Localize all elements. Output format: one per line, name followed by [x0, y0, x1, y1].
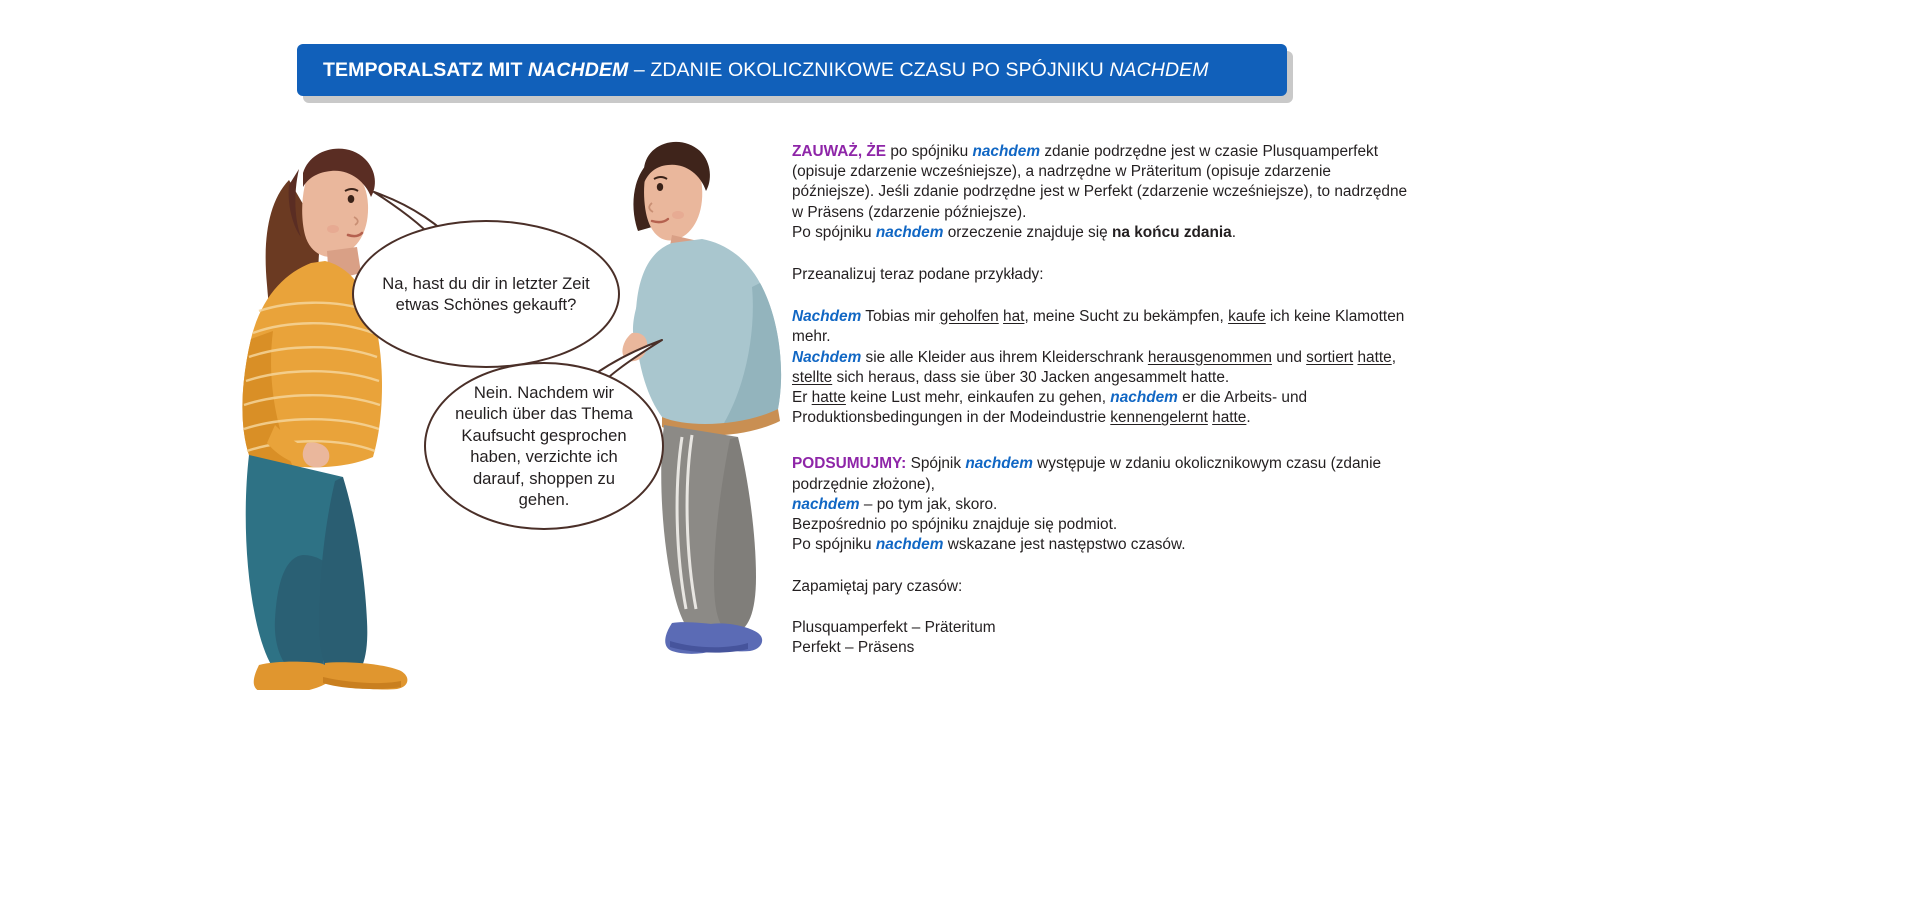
example-2-mid-3: ,	[1391, 348, 1396, 366]
example-3-mid-2: er die Arbeits- und Produktionsbedingungen in der Modeindustrie	[792, 389, 1308, 427]
summary-line2-text: – po tym jak, skoro.	[859, 495, 998, 513]
summary-line4-keyword: nachdem	[875, 536, 944, 554]
banner-keyword1: NACHDEM	[527, 58, 629, 81]
summary-keyword: nachdem	[965, 455, 1033, 473]
banner-title	[323, 59, 1209, 82]
example-1-mid-2: , meine Sucht zu bekämpfen,	[1024, 308, 1229, 326]
remember-pair-2: Perfekt – Präsens	[792, 638, 915, 656]
example-3-post: .	[1246, 409, 1251, 427]
summary-paragraph	[792, 454, 1412, 494]
spacer-3	[792, 428, 1412, 454]
summary-line2-keyword: nachdem	[792, 495, 860, 513]
notice-s1: po spójniku	[886, 143, 973, 160]
banner-part1: TEMPORALSATZ MIT	[323, 58, 528, 81]
banner-body	[297, 44, 1287, 96]
example-3-mid-1: keine Lust mehr, einkaufen zu gehen,	[845, 389, 1111, 407]
example-2-verb-1: herausgenommen	[1147, 348, 1272, 366]
example-3-verb-2: kennengelernt	[1110, 409, 1208, 427]
summary-line3: Bezpośrednio po spójniku znajduje się podmiot.	[792, 516, 1118, 534]
banner-keyword2: NACHDEM	[1109, 58, 1209, 81]
spacer-1	[792, 243, 1412, 265]
notice-keyword: nachdem	[972, 143, 1041, 160]
example-1	[792, 307, 1412, 347]
speech-bubble-right-text: Nein. Nachdem wir neulich über das Thema Kaufsucht gesprochen haben, verzichte ich darauf, shoppen zu gehen.	[455, 382, 633, 509]
notice-line2	[792, 223, 1412, 243]
speech-bubble-right	[424, 362, 664, 530]
example-1-pre: Tobias mir	[861, 308, 940, 326]
remember-pair-1: Plusquamperfekt – Präteritum	[792, 618, 996, 636]
lesson-text-column	[792, 142, 1412, 658]
example-3-conjunction: nachdem	[1110, 389, 1178, 407]
summary-line4-b: wskazane jest następstwo czasów.	[943, 536, 1186, 554]
example-1-verb-1: geholfen	[939, 308, 999, 326]
summary-line4-a: Po spójniku	[792, 536, 876, 554]
summary-line2	[792, 495, 1412, 515]
notice-s2: zdanie podrzędne jest w czasie Plusquamperfekt (opisuje zdarzenie wcześniejsze), a nadrzędne w Präteritum (opisuje zdarzenie późniejsze). Jeśli zdanie podrzędne jest w Perfekt (zdarzenie wcześniejsze), to nadrzędne w Präsens (zdarzenie późniejsze).	[792, 143, 1408, 221]
banner-part2: – ZDANIE OKOLICZNIKOWE CZASU PO SPÓJNIKU	[628, 58, 1110, 81]
example-3	[792, 388, 1412, 428]
example-1-verb-2: hat	[1003, 308, 1025, 326]
speech-bubble-left	[352, 220, 620, 368]
summary-line4	[792, 535, 1412, 555]
notice-paragraph	[792, 142, 1412, 223]
example-1-verb-3: kaufe	[1228, 308, 1266, 326]
example-2-verb-4: stellte	[792, 368, 833, 386]
notice-line2-b: orzeczenie znajduje się	[943, 223, 1112, 241]
example-2-verb-2: sortiert	[1306, 348, 1354, 366]
example-3-verb-3: hatte	[1212, 409, 1247, 427]
example-2-conjunction: Nachdem	[792, 348, 862, 366]
speech-bubble-left-text: Na, hast du dir in letzter Zeit etwas Schönes gekauft?	[382, 273, 590, 314]
example-2-post: sich heraus, dass sie über 30 Jacken angesammelt hatte.	[832, 368, 1230, 386]
notice-line2-a: Po spójniku	[792, 223, 876, 241]
example-3-verb-1: hatte	[811, 389, 846, 407]
example-2-mid-1: und	[1271, 348, 1307, 366]
title-banner	[297, 44, 1287, 96]
summary-s1: Spójnik	[906, 455, 966, 473]
notice-line2-keyword: nachdem	[875, 223, 944, 241]
spacer-2	[792, 285, 1412, 307]
example-1-conjunction: Nachdem	[792, 308, 862, 326]
example-2-verb-3: hatte	[1357, 348, 1392, 366]
spacer-4	[792, 555, 1412, 577]
summary-label: PODSUMUJMY:	[792, 455, 907, 473]
remember-intro: Zapamiętaj pary czasów:	[792, 578, 963, 596]
notice-label: ZAUWAŻ, ŻE	[792, 143, 887, 160]
example-2	[792, 348, 1412, 388]
examples-intro: Przeanalizuj teraz podane przykłady:	[792, 266, 1044, 284]
example-1-post: ich keine Klamotten mehr.	[792, 308, 1405, 346]
spacer-5	[792, 598, 1412, 618]
notice-line2-bold: na końcu zdania	[1111, 223, 1232, 241]
notice-line2-c: .	[1231, 223, 1236, 241]
example-2-pre: sie alle Kleider aus ihrem Kleiderschrank	[861, 348, 1148, 366]
example-3-pre: Er	[792, 389, 812, 407]
summary-s2: występuje w zdaniu okolicznikowym czasu (zdanie podrzędnie złożone),	[792, 455, 1382, 493]
